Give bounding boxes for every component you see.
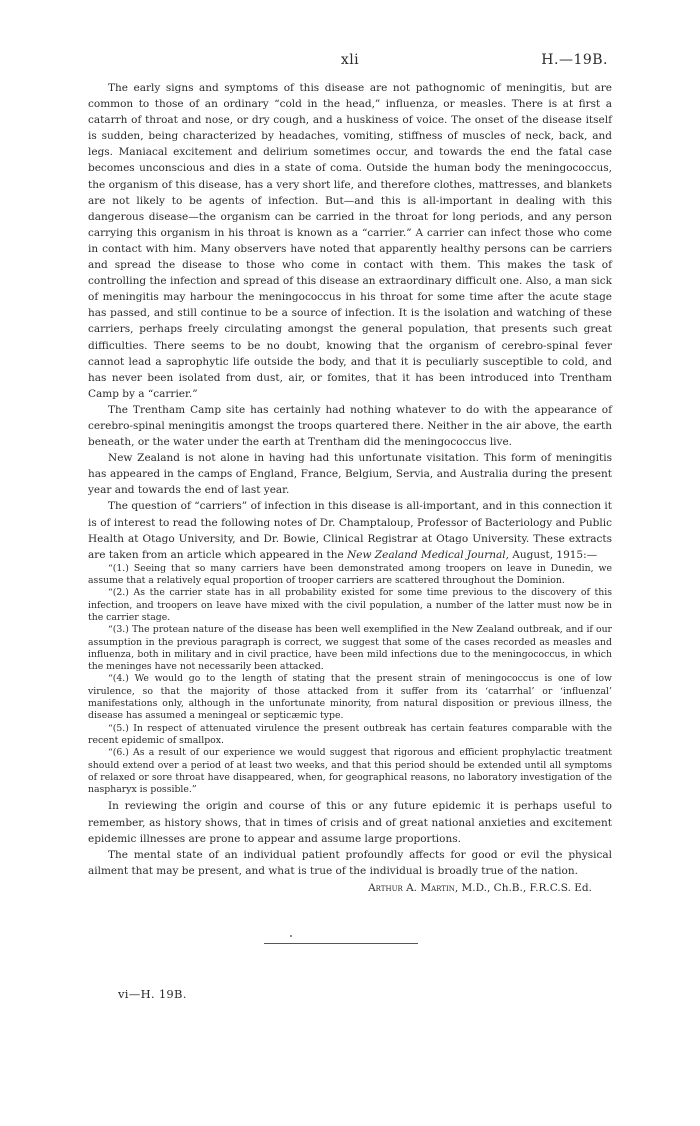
quote-4: “(4.) We would go to the length of stating that the present strain of meningococcus is one of low virulence, so that the majority of those attacked from it suffer from its ‘catarrhal’ or ‘influenzal’ manifestations only, although in the unfortunate minority, from natural disposition or previous illness, the disease has assumed a meningeal or septicæmic type. — [88, 673, 612, 722]
paragraph-trentham-site: The Trentham Camp site has certainly had nothing whatever to do with the appearance of cerebro-spinal meningitis amongst the troops quartered there. Neither in the air above, the earth beneath, or the water under the earth at Trentham did the meningococcus live. — [88, 403, 612, 449]
signature-name: Arthur A. Martin, — [368, 881, 459, 894]
quote-2: “(2.) As the carrier state has in all probability existed for some time previous to the discovery of this infection, and troopers on leave have mixed with the civil population, a number of the latter must now be in the carrier stage. — [88, 587, 612, 623]
intro-text: The question of “carriers” of infection in this disease is all-important, and in this connection it is of interest to read the following notes of Dr. Champtaloup, Professor of Bacteriology and Public Health at Otago University, and Dr. Bowie, Clinical Registrar at Otago University. These extracts are taken from an article which appeared in the — [88, 500, 612, 561]
quote-6: “(6.) As a result of our experience we would suggest that rigorous and efficient prophylactic treatment should extend over a period of at least two weeks, and that this period should be extended until all symptoms of relaxed or sore throat have disappeared, when, for geographical reasons, no laboratory investigation of the naspharyx is possible.” — [88, 747, 612, 796]
paragraph-carriers-intro — [88, 498, 612, 562]
quote-5: “(5.) In respect of attenuated virulence the present outbreak has certain features comparable with the recent epidemic of smallpox. — [88, 722, 612, 746]
closing-rule — [264, 943, 418, 944]
signature — [88, 880, 612, 896]
intro-date: August, 1915:— — [512, 548, 598, 561]
sheet-signature: vi—H. 19B. — [118, 987, 187, 1001]
paragraph-symptoms: The early signs and symptoms of this disease are not pathognomic of meningitis, but are common to those of an ordinary “cold in the head,” influenza, or measles. There is at first a catarrh of throat and nose, or dry cough, and a huskiness of voice. The onset of the disease itself is sudden, being characterized by headaches, vomiting, stiffness of muscles of neck, back, and legs. Maniacal excitement and delirium sometimes occur, and towards the end the fatal case becomes unconscious and dies in a state of coma. Outside the human body the meningococcus, the organism of this disease, has a very short life, and therefore clothes, mattresses, and blankets are not likely to be agents of infection. But—and this is all-important in dealing with this dangerous disease—the organism can be carried in the throat for long periods, and any person carrying this organism in his throat is known as a “carrier.” A carrier can infect those who come in contact with him. Many observers have noted that apparently healthy persons can be carriers and spread the disease to those who come in contact with them. This makes the task of controlling the infection and spread of this disease an extraordinary difficult one. Also, a man sick of meningitis may harbour the meningococcus in his throat for some time after the acute stage has passed, and still continue to be a source of infection. It is the isolation and watching of these carriers, perhaps freely circulating amongst the general population, that presents such great difficulties. There seems to be no doubt, knowing that the organism of cerebro-spinal fever cannot lead a saprophytic life outside the body, and that it is peculiarly susceptible to cold, and has never been isolated from dust, air, or fomites, that it has been introduced into Trentham Camp by a “carrier.” — [88, 82, 612, 400]
document-code: H.—19B. — [541, 52, 608, 68]
quote-3: “(3.) The protean nature of the disease has been well exemplified in the New Zealand outbreak, and if our assumption in the previous paragraph is correct, we suggest that some of the cases recorded as measles and influenza, both in military and in civil practice, have been mild infections due to the meningococcus, in which the meninges have not necessarily been attacked. — [88, 624, 612, 673]
quote-1: “(1.) Seeing that so many carriers have been demonstrated among troopers on leave in Dunedin, we assume that a relatively equal proportion of trooper carriers are scattered throughout the Dominion. — [88, 562, 612, 587]
journal-title: New Zealand Medical Journal, — [347, 548, 509, 561]
signature-credentials: M.D., Ch.B., F.R.C.S. Ed. — [461, 881, 592, 894]
decorative-dot — [290, 935, 292, 937]
body-text — [88, 80, 612, 896]
paragraph-review: In reviewing the origin and course of this or any future epidemic it is perhaps useful to remember, as history shows, that in times of crisis and of great national anxieties and excitement epidemic illnesses are prone to appear and assume large proportions. — [88, 800, 612, 845]
paragraph-other-countries: New Zealand is not alone in having had this unfortunate visitation. This form of meningitis has appeared in the camps of England, France, Belgium, Servia, and Australia during the present year and towards the end of last year. — [88, 452, 612, 497]
page-number: xli — [340, 52, 360, 68]
paragraph-mental-state: The mental state of an individual patient profoundly affects for good or evil the physical ailment that may be present, and what is true of the individual is broadly true of the nation. — [88, 848, 612, 877]
